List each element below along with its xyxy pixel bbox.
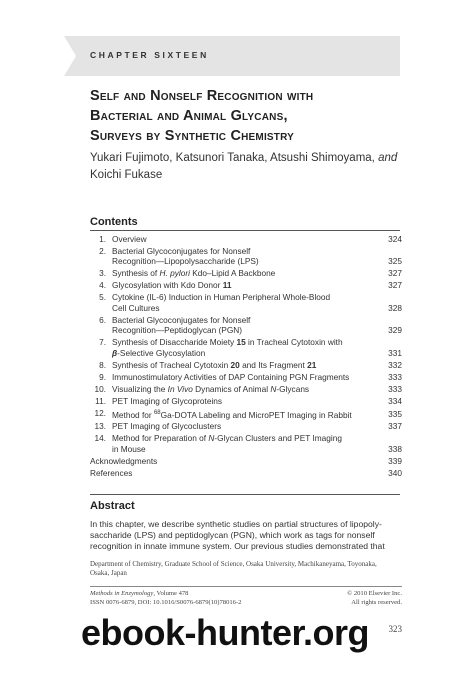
title-line-1: Self and Nonself Recognition with: [90, 88, 314, 104]
authors-and: and: [378, 152, 398, 164]
toc-item[interactable]: 14. Method for Preparation of N-Glycan Clusters and PET Imaging in Mouse 338: [94, 433, 402, 454]
toc-item[interactable]: 12. Method for $^{68}$Ga-DOTA Labeling and MicroPET Imaging in Rabbit 335: [94, 407, 402, 420]
contents-end-rule: [90, 494, 400, 495]
abstract-text: In this chapter, we describe synthetic studies on partial structures of lipopoly- saccharide (LPS) and peptidoglycan (PGN), which work as tags for nonself recognition in innate immune system. Our previous studies demonstrated that: [90, 519, 385, 552]
toc-item[interactable]: 11. PET Imaging of Glycoproteins 334: [95, 395, 402, 406]
title-line-3: Surveys by Synthetic Chemistry: [90, 128, 295, 144]
copyright: © 2010 Elsevier Inc.: [347, 590, 402, 597]
affiliation: Department of Chemistry, Graduate School of Science, Osaka University, Machikaneyama, Toyonaka, Osaka, Japan: [90, 560, 377, 577]
author-list: [90, 150, 410, 184]
contents-heading: Contents: [90, 216, 138, 228]
journal-name: Methods in Enzymology: [90, 590, 154, 597]
chapter-label: CHAPTER SIXTEEN: [90, 50, 209, 60]
toc-item[interactable]: 8. Synthesis of Tracheal Cytotoxin 20 and Its Fragment 21 332: [99, 359, 402, 370]
toc-item[interactable]: 3. Synthesis of H. pylori Kdo–Lipid A Backbone 327: [99, 268, 402, 279]
toc-item[interactable]: 4. Glycosylation with Kdo Donor 11 327: [99, 280, 402, 291]
page-number: 323: [388, 624, 402, 634]
toc-item[interactable]: 6. Bacterial Glycoconjugates for Nonself Recognition—Peptidoglycan (PGN) 329: [99, 314, 402, 336]
toc-item[interactable]: 10. Visualizing the In Vivo Dynamics of Animal N-Glycans 333: [94, 383, 402, 394]
footer-rule: [90, 586, 402, 587]
toc-item[interactable]: 7. Synthesis of Disaccharide Moiety 15 in Tracheal Cytotoxin with β-Selective Glycosylation 331: [99, 337, 402, 358]
issn-doi: ISSN 0076-6879, DOI: 10.1016/S0076-6879(10)78016-2: [90, 599, 242, 606]
title-line-2: Bacterial and Animal Glycans,: [90, 108, 288, 124]
watermark: ebook-hunter.org: [81, 612, 369, 653]
toc-item[interactable]: 2. Bacterial Glycoconjugates for Nonself Recognition—Lipopolysaccharide (LPS) 325: [99, 246, 402, 267]
toc-item-references[interactable]: References 340: [90, 467, 402, 478]
toc-item[interactable]: 9. Immunostimulatory Activities of DAP Containing PGN Fragments 333: [99, 371, 402, 382]
chapter-band-notch: [64, 36, 76, 76]
chapter-title: [90, 86, 410, 146]
toc-item[interactable]: 5. Cytokine (IL-6) Induction in Human Peripheral Whole-Blood Cell Cultures 328: [99, 292, 402, 313]
contents-rule: [90, 230, 400, 231]
rights: All rights reserved.: [351, 599, 402, 606]
abstract-heading: Abstract: [90, 500, 135, 512]
authors-line-1: Yukari Fujimoto, Katsunori Tanaka, Atsushi Shimoyama,: [90, 152, 375, 164]
toc-item-acknowledgments[interactable]: Acknowledgments 339: [90, 455, 402, 466]
toc-item[interactable]: 1. Overview 324: [99, 234, 402, 244]
authors-line-2: Koichi Fukase: [90, 169, 163, 181]
table-of-contents: [90, 234, 402, 480]
toc-item[interactable]: 13. PET Imaging of Glycoclusters 337: [94, 421, 402, 432]
